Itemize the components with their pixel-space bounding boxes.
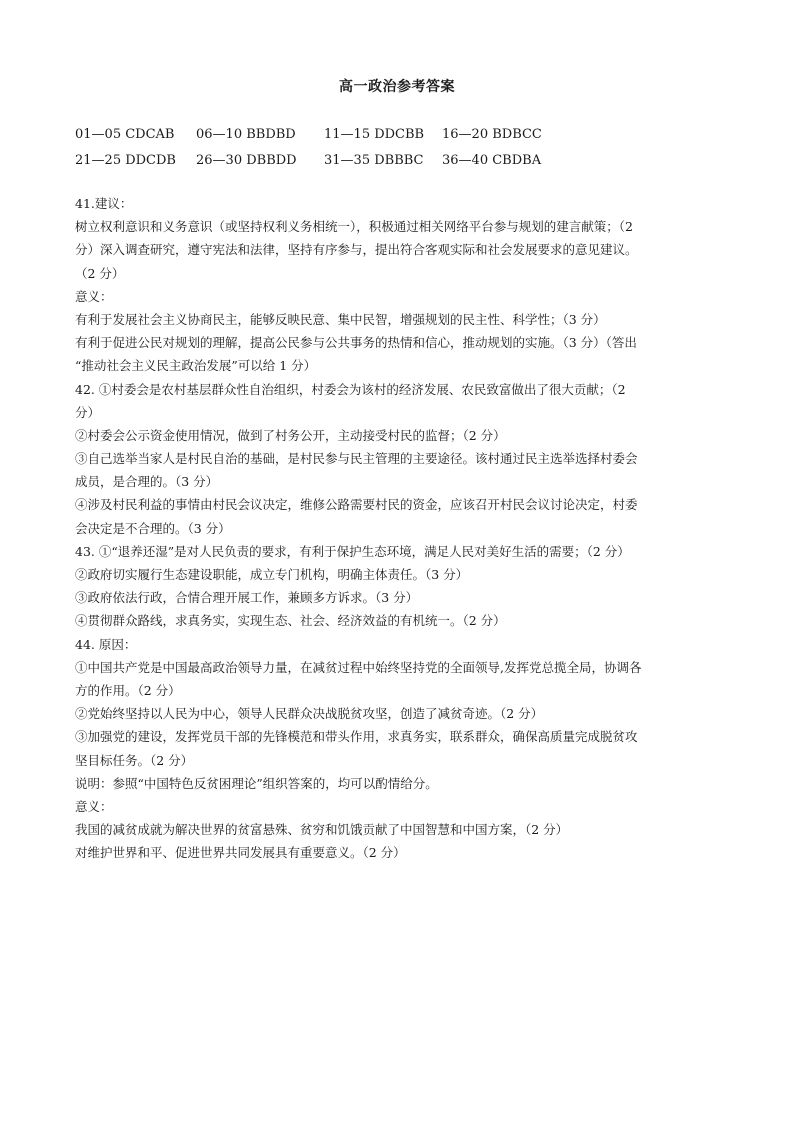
answer-group: 16—20 BDBCC <box>442 127 542 142</box>
text-line: ②政府切实履行生态建设职能，成立专门机构，明确主体责任。（3 分） <box>75 567 469 582</box>
answer-row <box>75 148 552 174</box>
text-line: 会决定是不合理的。（3 分） <box>75 520 231 536</box>
answer-group: 11—15 DDCBB <box>324 127 425 142</box>
answer-group: 01—05 CDCAB <box>75 127 175 142</box>
text-line: 成员，是合理的。（3 分） <box>75 474 219 490</box>
text-line: ③加强党的建设，发挥党员干部的先锋模范和带头作用，求真务实，联系群众，确保高质量完成脱贫攻 <box>75 729 638 745</box>
text-line: 对维护世界和平、促进世界共同发展具有重要意义。（2 分） <box>75 845 406 861</box>
text-line: ②党始终坚持以人民为中心，领导人民群众决战脱贫攻坚，创造了减贫奇迹。（2 分） <box>75 706 544 722</box>
text-line: 41.建议： <box>75 196 133 211</box>
text-line: 42. ①村委会是农村基层群众性自治组织，村委会为该村的经济发展、农民致富做出了很大贡献；（2 <box>75 381 626 397</box>
text-line: 方的作用。（2 分） <box>75 682 181 698</box>
answer-group: 06—10 BBDBD <box>196 127 296 142</box>
text-line: 我国的减贫成就为解决世界的贫富悬殊、贫穷和饥饿贡献了中国智慧和中国方案，（2 分） <box>75 822 569 838</box>
answer-explanations <box>75 192 720 864</box>
text-line: 分） <box>75 404 101 420</box>
text-line: ②村委会公示资金使用情况，做到了村务公开，主动接受村民的监督；（2 分） <box>75 427 506 443</box>
text-line: 坚目标任务。（2 分） <box>75 752 194 768</box>
document-title: 高一政治参考答案 <box>339 79 455 95</box>
text-line: 43. ①“退养还湿”是对人民负责的要求，有利于保护生态环境，满足人民对美好生活的需要；（2 分） <box>75 543 630 559</box>
text-line: ①中国共产党是中国最高政治领导力量，在减贫过程中始终坚持党的全面领导,发挥党总揽全局，协调各 <box>75 659 642 675</box>
text-line: 有利于发展社会主义协商民主，能够反映民意、集中民智，增强规划的民主性、科学性；（3 分） <box>75 311 606 327</box>
text-line: 44. 原因： <box>75 636 137 652</box>
text-line: 有利于促进公民对规划的理解，提高公民参与公共事务的热情和信心，推动规划的实施。（3 分）（答出 <box>75 335 637 351</box>
text-line: “推动社会主义民主政治发展”可以给 1 分） <box>75 358 317 374</box>
text-line: 分）深入调查研究，遵守宪法和法律，坚持有序参与，提出符合客观实际和社会发展要求的意见建议。 <box>75 242 638 258</box>
text-line: ③自己选举当家人是村民自治的基础，是村民参与民主管理的主要途径。该村通过民主选举选择村委会 <box>75 451 638 467</box>
text-line: 说明：参照“中国特色反贫困理论”组织答案的，均可以酌情给分。 <box>75 775 438 791</box>
multiple-choice-answer-key <box>75 122 552 174</box>
text-line: 意义： <box>75 798 113 814</box>
text-line: （2 分） <box>75 265 125 281</box>
text-line: 意义： <box>75 288 113 304</box>
answer-group: 21—25 DDCDB <box>75 153 176 168</box>
text-line: ④贯彻群众路线，求真务实，实现生态、社会、经济效益的有机统一。（2 分） <box>75 613 506 629</box>
answer-row <box>75 122 552 148</box>
answer-group: 26—30 DBBDD <box>196 153 297 168</box>
text-line: 树立权利意识和义务意识（或坚持权利义务相统一），积极通过相关网络平台参与规划的建言献策；（2 <box>75 219 633 235</box>
answer-group: 36—40 CBDBA <box>442 153 542 168</box>
answer-group: 31—35 DBBBC <box>324 153 424 168</box>
text-line: ③政府依法行政，合情合理开展工作，兼顾多方诉求。（3 分） <box>75 590 419 606</box>
text-line: ④涉及村民利益的事情由村民会议决定，维修公路需要村民的资金，应该召开村民会议讨论决定，村委 <box>75 497 638 513</box>
